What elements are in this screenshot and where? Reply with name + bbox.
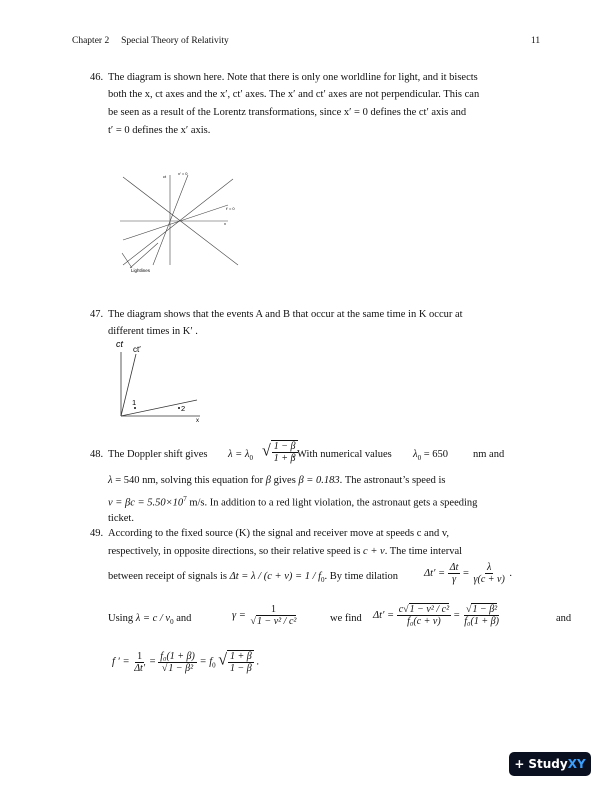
event-1-dot xyxy=(134,407,136,409)
studyxy-badge[interactable]: + Study XY xyxy=(509,752,591,776)
arrow-2 xyxy=(122,253,132,268)
header-chapter: Chapter 2 Special Theory of Relativity xyxy=(72,36,229,46)
figure-simultaneity xyxy=(112,338,212,424)
problem-49-using: Using $\lambda = c / v_0$ and xyxy=(108,613,192,627)
lambda0-value: $\lambda_0 = 650$ xyxy=(413,449,448,463)
problem-48-line4: ticket. xyxy=(108,513,134,524)
figure-spacetime-axes xyxy=(118,165,248,275)
xprime-axis xyxy=(123,205,228,240)
time-dilation-eq: Δt′ = $\frac{\Delta t}{\gamma}$ = $\frac{\lambda}{\gamma(c + v)}$ . xyxy=(424,562,513,585)
problem-46-line1: The diagram is shown here. Note that there is only one worldline for light, and it bisects xyxy=(108,72,478,83)
fig1-tp0-label: t′ = 0 xyxy=(226,206,235,211)
fig2-x-label: x xyxy=(196,418,199,424)
problem-49-line1: According to the fixed source (K) the signal and receiver move at speeds c and v, xyxy=(108,528,450,539)
problem-48-nm-and: nm and xyxy=(473,449,505,460)
problem-48-number: 48. xyxy=(90,449,104,460)
fig1-ct-label: ct xyxy=(163,174,167,179)
dtprime-result: Δt′ = $\frac{\text{c√1 − v² / c²}}{\text{f₀(c + v)}}$ = $\frac{\text{√1 − β²}}{\text{f₀(1 + β)}}$ xyxy=(373,604,499,627)
problem-47-line1: The diagram shows that the events A and B that occur at the same time in K occur at xyxy=(108,309,463,320)
arrow-1 xyxy=(130,243,158,268)
frequency-result: f ′ = $\frac{1}{\Delta t'}$ = $\frac{\text{f₀(1 + β)}}{\text{√1 − β²}}$ = $f_0$ √ $\frac{1 + \beta}{1 - \beta}$ . xyxy=(112,650,260,674)
event-2-dot xyxy=(178,407,180,409)
fig2-event1-label: 1 xyxy=(132,398,137,407)
problem-48-line3: $v = \beta c = 5.50\times 10^7$ m/s. In addition to a red light violation, the astronaut gets a speeding xyxy=(108,495,478,509)
page-number: 11 xyxy=(531,36,541,46)
doppler-lhs: $\lambda = \lambda_0$ xyxy=(228,449,253,463)
problem-48-line2: λ = 540 nm, solving this equation for β gives β = 0.183. The astronaut’s speed is xyxy=(108,475,446,486)
problem-47-number: 47. xyxy=(90,309,104,320)
problem-46-line3: be seen as a result of the Lorentz transformations, since x′ = 0 defines the ct′ axis and xyxy=(108,107,467,118)
lightline-2 xyxy=(123,179,233,265)
problem-46-line4: t′ = 0 defines the x′ axis. xyxy=(108,125,211,136)
fig2-ctp-label: ct′ xyxy=(133,345,141,354)
problem-47-line2: different times in K′ . xyxy=(108,326,198,337)
problem-49-we-find: we find xyxy=(330,613,362,624)
gamma-eq: γ = $\frac{1}{\text{√1 − v² / c²}}$ xyxy=(232,604,297,627)
fig1-lightlines-label: Lightlines xyxy=(131,268,151,273)
fig1-x-label: x xyxy=(224,221,226,226)
fig1-xp0-label: x′ = 0 xyxy=(178,171,188,176)
problem-46-number: 46. xyxy=(90,72,104,83)
fig2-ct-label: ct xyxy=(116,339,124,349)
problem-46-line2: both the x, ct axes and the x′, ct′ axes. The x′ and ct′ axes are not perpendicular. This can xyxy=(108,89,480,100)
problem-49-and2: and xyxy=(556,613,572,624)
fig2-event2-label: 2 xyxy=(181,404,186,413)
problem-49-line3: between receipt of signals is $\Delta t = \lambda / (c + v) = 1 / f_0$. By time dilation xyxy=(108,571,399,585)
problem-49-line2: respectively, in opposite directions, so their relative speed is c + v. The time interval xyxy=(108,546,463,557)
problem-48-intro: The Doppler shift gives xyxy=(108,449,208,460)
doppler-sqrt-fraction: √ $\frac{1 - \beta}{1 + \beta}$ xyxy=(262,441,296,464)
problem-49-number: 49. xyxy=(90,528,104,539)
problem-48-with-values: . With numerical values xyxy=(292,449,392,460)
